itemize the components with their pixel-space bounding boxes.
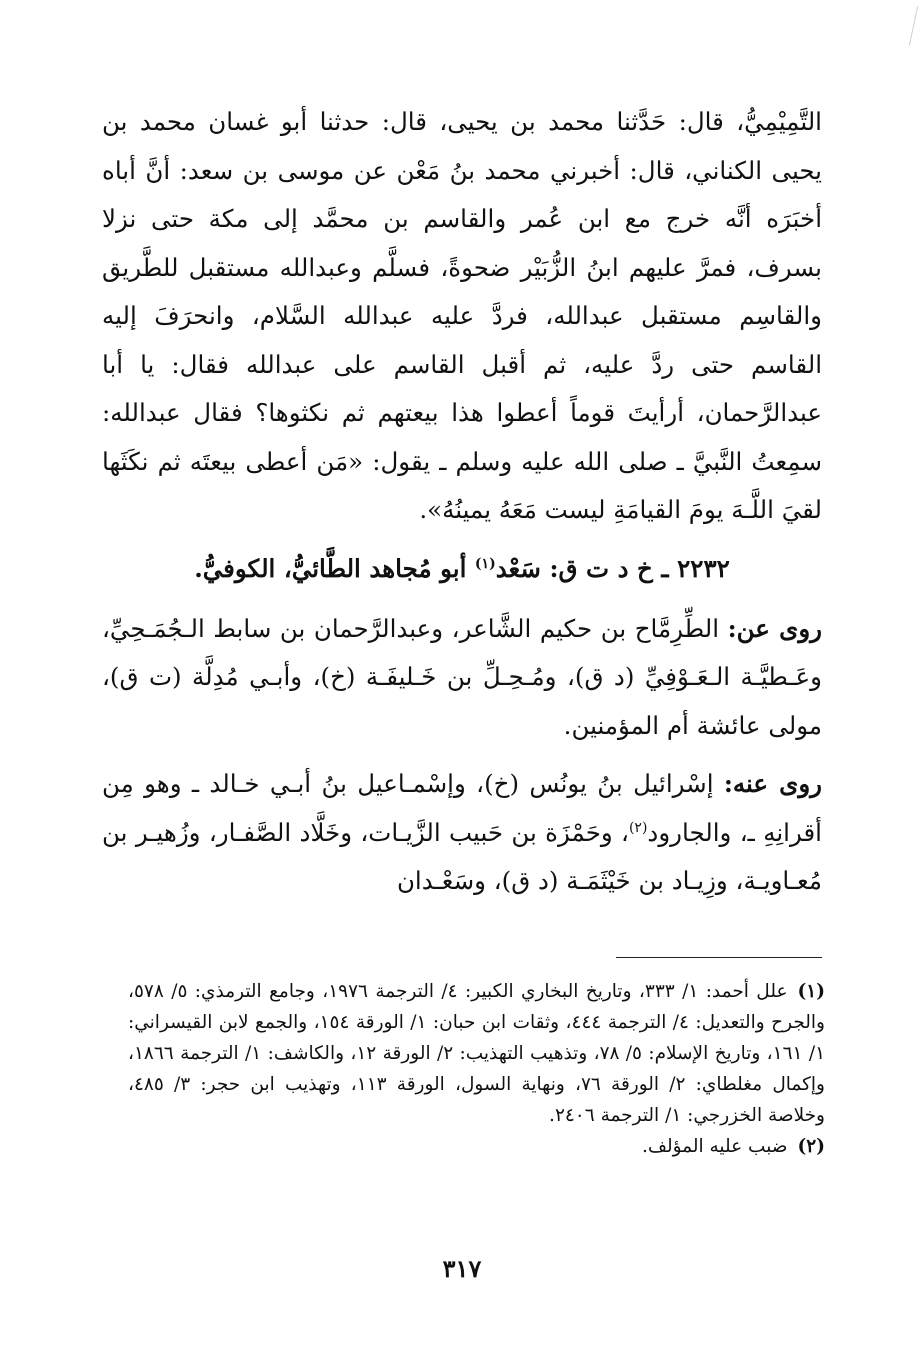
narrated-by-text-1: إسْرائيل بنُ يونُس (خ)، وإسْمـاعيل بنُ أبـي خـالد ـ وهو مِن أقرانِهِ ـ، والجارود — [102, 769, 822, 847]
paragraph-hadith: التَّمِيْمِيُّ، قال: حَدَّثنا محمد بن يحيى، قال: حدثنا أبو غسان محمد بن يحيى الكناني، قال: أخبرني محمد بنُ مَعْن عن موسى بن سعد: أنَّ أباه أخبَرَه أنَّه خرج مع ابن عُمر والقاسم بن محمَّد إلى مكة حتى نزلا بسرف، فمرَّ عليهم ابنُ الزُّبَيْر ضحوةً، فسلَّم وعبدالله مستقبل للطَّريق والقاسِم مستقبل عبدالله، فردَّ عليه عبدالله السَّلام، وانحرَفَ إليه القاسم حتى ردَّ عليه، ثم أقبل القاسم على عبدالله فقال: يا أبا عبدالرَّحمان، أرأيتَ قوماً أعطوا هذا بيعتهم ثم نكثوها؟ فقال عبدالله: سمِعتُ النَّبيَّ ـ صلى الله عليه وسلم ـ يقول: «مَن أعطى بيعتَه ثم نكَثَها لقيَ اللَّـهَ يومَ القيامَةِ ليست مَعَهُ يمينُهُ». — [102, 107, 822, 524]
page-number: ٣١٧ — [442, 1254, 482, 1283]
footnote-1 — [128, 976, 825, 1131]
narrated-from-text: الطِّرِمَّاح بن حكيم الشَّاعر، وعبدالرَّحمان بن سابط الـجُمَـحِيِّ، وعَـطيَّـة الـعَـوْفِيِّ (د ق)، ومُـحِـلِّ بن خَـليفَـة (خ)، وأبـي مُدِلَّة (ت ق)، مولى عائشة أم المؤمنين. — [102, 613, 822, 740]
entry-number: ٢٢٣٢ — [677, 553, 730, 583]
paragraph-narrated-from — [102, 605, 822, 751]
narrated-from-label: روى عن: — [727, 613, 822, 643]
biography-entry-heading — [102, 543, 822, 595]
footnote-2 — [128, 1131, 825, 1162]
entry-symbols: خ د ت ق: — [549, 553, 653, 583]
footnote-ref-1[interactable]: (١) — [474, 555, 496, 572]
footnote-text: ضبب عليه المؤلف. — [641, 1136, 788, 1157]
entry-dash: ـ — [661, 553, 669, 583]
entry-description: أبو مُجاهد الطَّائيُّ، الكوفيُّ. — [194, 553, 467, 583]
paragraph-narrated-by — [102, 760, 822, 906]
narrated-by-text-2: ، وحَمْزَة بن حَبيب الزَّيـات، وخَلَّاد الصَّفـار، وزُهيـر بن مُعـاويـة، وزِيـاد بن خَيْثَمَـة (د ق)، وسَعْـدان — [102, 817, 822, 895]
entry-name: سَعْد — [495, 553, 541, 583]
narrated-by-label: روى عنه: — [723, 769, 822, 798]
footnote-separator — [616, 957, 822, 958]
footnote-ref-2[interactable]: (٢) — [628, 819, 648, 836]
footnote-number: (٢) — [797, 1136, 825, 1157]
margin-pencil-mark — [909, 6, 918, 45]
footnote-text: علل أحمد: ١/ ٣٣٣، وتاريخ البخاري الكبير: ٤/ الترجمة ١٩٧٦، وجامع الترمذي: ٥/ ٥٧٨، والجرح والتعديل: ٤/ الترجمة ٤٤٤، وثقات ابن حبان: ١/ الورقة ١٥٤، والجمع لابن القيسراني: ١/ ١٦١، وتاريخ الإسلام: ٥/ ٧٨، وتذهيب التهذيب: ٢/ الورقة ١٢، والكاشف: ١/ الترجمة ١٨٦٦، وإكمال مغلطاي: ٢/ الورقة ٧٦، ونهاية السول، الورقة ١١٣، وتهذيب ابن حجر: ٣/ ٤٨٥، وخلاصة الخزرجي: ١/ الترجمة ٢٤٠٦. — [128, 981, 825, 1126]
main-text — [102, 98, 822, 906]
footnotes — [128, 976, 825, 1162]
footnote-number: (١) — [797, 981, 825, 1002]
